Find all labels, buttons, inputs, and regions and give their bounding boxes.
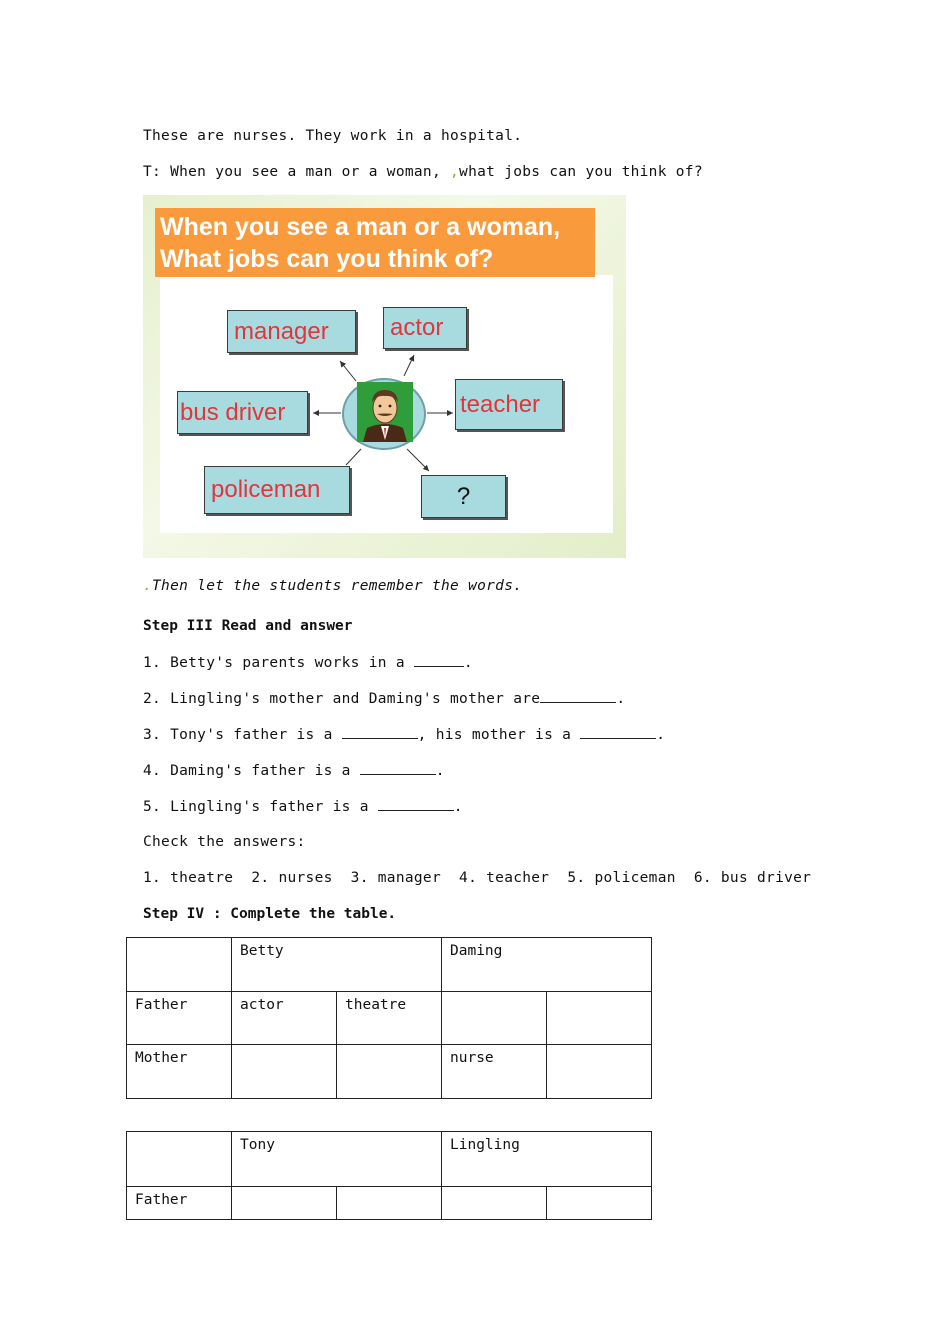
arrow-manager bbox=[340, 361, 356, 381]
question-2-end: . bbox=[616, 691, 626, 707]
jobs-figure bbox=[143, 195, 626, 558]
intro-line-1: These are nurses. They work in a hospital. bbox=[143, 128, 523, 144]
teacher-note bbox=[143, 578, 522, 594]
question-3-mid: , his mother is a bbox=[417, 727, 581, 743]
table-cell bbox=[547, 992, 652, 1045]
question-4-text: 4. Daming's father is a bbox=[143, 763, 360, 779]
table-cell bbox=[232, 1187, 337, 1220]
answer-blank bbox=[414, 654, 464, 667]
answer-blank bbox=[342, 726, 418, 739]
job-actor: actor bbox=[383, 307, 467, 349]
row-label-father: Father bbox=[127, 992, 232, 1045]
arrow-actor bbox=[404, 355, 414, 376]
job-unknown: ? bbox=[421, 475, 506, 518]
teacher-note-mark: . bbox=[143, 578, 153, 594]
intro-line-2-mark: , bbox=[450, 164, 460, 180]
question-4-end: . bbox=[435, 763, 445, 779]
question-3 bbox=[143, 726, 665, 743]
table-cell bbox=[442, 1187, 547, 1220]
table-cell: theatre bbox=[337, 992, 442, 1045]
table-row-father bbox=[127, 992, 652, 1045]
arrow-policeman bbox=[346, 449, 361, 465]
question-3-text: 3. Tony's father is a bbox=[143, 727, 342, 743]
table-header-lingling: Lingling bbox=[442, 1132, 652, 1187]
step4-heading: Step IV : Complete the table. bbox=[143, 906, 397, 922]
check-label: Check the answers: bbox=[143, 834, 306, 850]
table-row-father bbox=[127, 1187, 652, 1220]
table-cell bbox=[127, 1132, 232, 1187]
row-label-mother: Mother bbox=[127, 1045, 232, 1099]
table-row-mother bbox=[127, 1045, 652, 1099]
table-header-row bbox=[127, 938, 652, 992]
table-header-betty: Betty bbox=[232, 938, 442, 992]
intro-line-2-text: T: When you see a man or a woman, bbox=[143, 164, 451, 180]
job-teacher: teacher bbox=[455, 379, 563, 430]
question-5-end: . bbox=[453, 799, 463, 815]
family-jobs-table-1 bbox=[126, 937, 652, 1099]
answer-blank bbox=[378, 798, 454, 811]
table-cell bbox=[547, 1187, 652, 1220]
table-cell bbox=[337, 1045, 442, 1099]
question-1-end: . bbox=[463, 655, 473, 671]
job-policeman: policeman bbox=[204, 466, 350, 514]
question-3-end: . bbox=[656, 727, 666, 743]
teacher-note-text: Then let the students remember the words. bbox=[152, 578, 523, 594]
arrow-unknown bbox=[407, 449, 429, 471]
table-cell: nurse bbox=[442, 1045, 547, 1099]
question-4 bbox=[143, 762, 445, 779]
check-answers: 1. theatre 2. nurses 3. manager 4. teacher 5. policeman 6. bus driver bbox=[143, 870, 812, 886]
table-cell bbox=[547, 1045, 652, 1099]
table-cell: actor bbox=[232, 992, 337, 1045]
table-header-tony: Tony bbox=[232, 1132, 442, 1187]
answer-blank bbox=[360, 762, 436, 775]
answer-blank bbox=[580, 726, 656, 739]
intro-line-2 bbox=[143, 164, 703, 180]
man-portrait-icon bbox=[357, 382, 413, 442]
answer-blank bbox=[540, 690, 616, 703]
question-1-text: 1. Betty's parents works in a bbox=[143, 655, 414, 671]
row-label-father: Father bbox=[127, 1187, 232, 1220]
question-5 bbox=[143, 798, 463, 815]
table-header-daming: Daming bbox=[442, 938, 652, 992]
table-header-row bbox=[127, 1132, 652, 1187]
figure-title-line-2: What jobs can you think of? bbox=[160, 245, 494, 273]
table-cell bbox=[232, 1045, 337, 1099]
question-5-text: 5. Lingling's father is a bbox=[143, 799, 378, 815]
question-2-text: 2. Lingling's mother and Daming's mother are bbox=[143, 691, 541, 707]
table-cell bbox=[442, 992, 547, 1045]
step3-heading: Step III Read and answer bbox=[143, 618, 353, 634]
family-jobs-table-2 bbox=[126, 1131, 652, 1220]
table-cell bbox=[337, 1187, 442, 1220]
figure-title-line-1: When you see a man or a woman, bbox=[160, 213, 561, 241]
job-manager: manager bbox=[227, 310, 356, 353]
question-1 bbox=[143, 654, 473, 671]
intro-line-2-rest: what jobs can you think of? bbox=[459, 164, 703, 180]
question-2 bbox=[143, 690, 625, 707]
table-cell bbox=[127, 938, 232, 992]
job-bus-driver: bus driver bbox=[177, 391, 308, 434]
